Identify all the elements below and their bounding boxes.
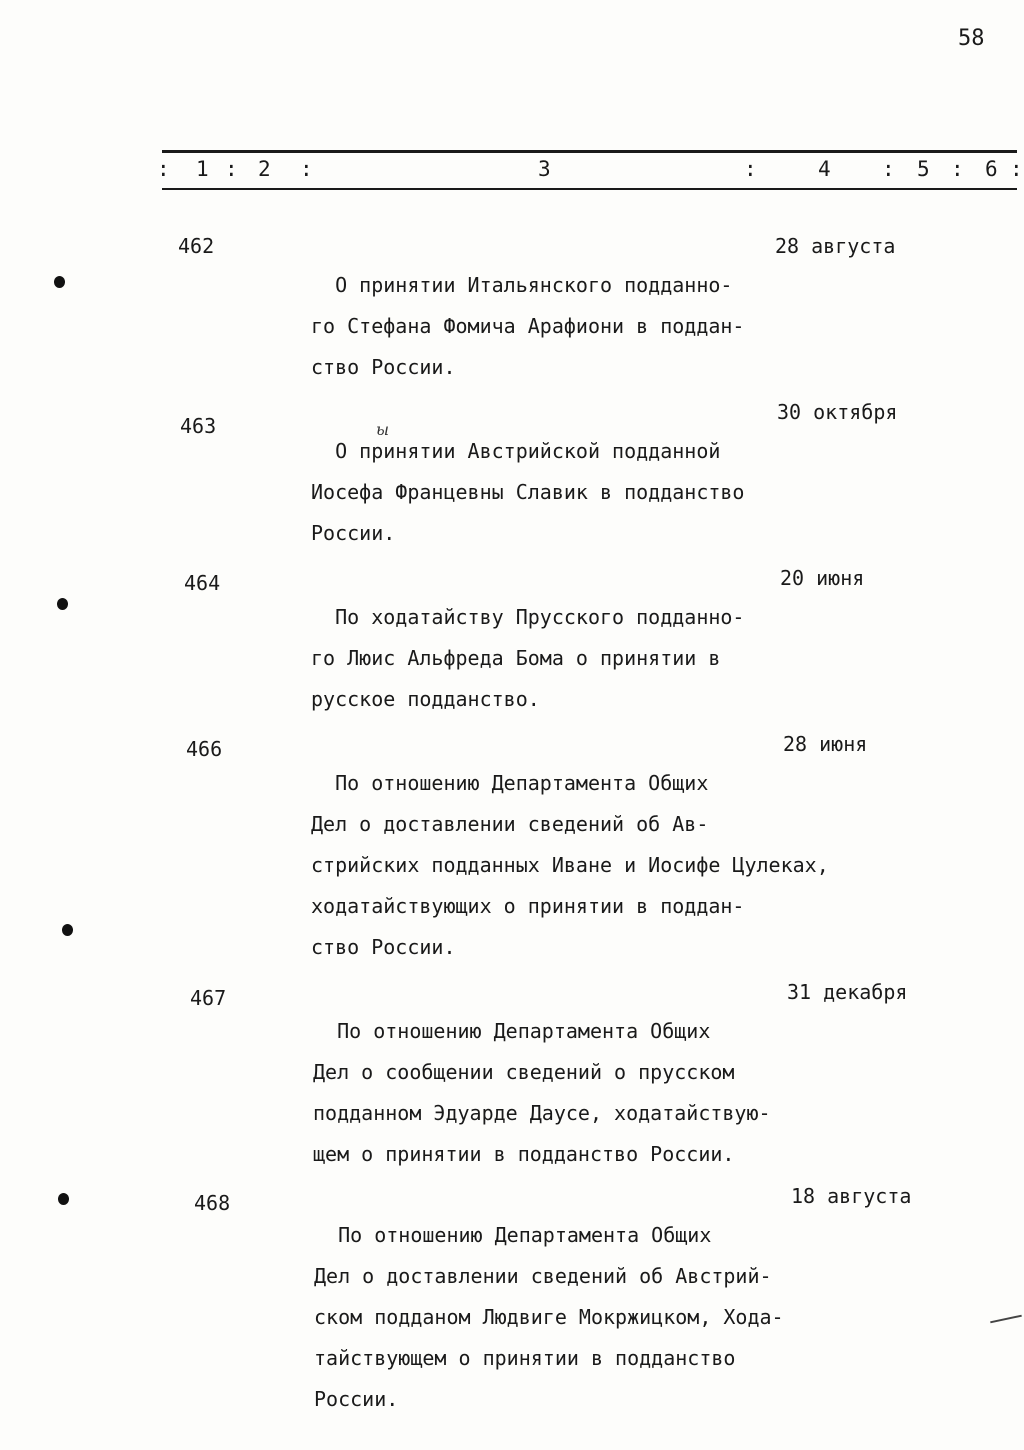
entry-line: О принятии Итальянского подданно- [311,273,733,297]
header-rule-top [162,150,1017,153]
column-separator: : [951,157,964,181]
entry-description [311,224,744,388]
entry-line: Дел о доставлении сведений об Ав- [311,812,709,836]
column-header-3: 3 [538,157,551,181]
entry-line: ском подданом Людвиге Мокржицком, Хода- [314,1305,784,1329]
entry-line: подданном Эдуарде Даусе, ходатайствую- [313,1101,771,1125]
entry-line: тайствующем о принятии в подданство [314,1346,736,1370]
column-separator: : [1010,157,1023,181]
entry-description [311,722,829,968]
entry-date: 18 августа [791,1184,912,1208]
entry-date: 30 октября [777,400,898,424]
page-number: 58 [958,26,985,51]
margin-pencil-mark [990,1315,1022,1324]
entry-line: ство России. [311,355,456,379]
entry-line: О принятии Австрийской подданной [311,439,721,463]
entry-description [314,1174,784,1420]
column-header-2: 2 [258,157,271,181]
entry-line: По отношению Департамента Общих [311,771,709,795]
entry-line: го Стефана Фомича Арафиони в поддан- [311,314,745,338]
column-separator: : [882,157,895,181]
column-separator: : [744,157,757,181]
punch-hole-mark [62,924,73,936]
entry-line: Иосефа Францевны Славик в подданство [311,480,745,504]
entry-line: ходатайствующих о принятии в поддан- [311,894,745,918]
entry-line: стрийских подданных Иване и Иосифе Цулеках, [311,853,829,877]
entry-line: ство России. [311,935,456,959]
entry-number: 466 [186,737,223,761]
column-separator: : [300,157,313,181]
column-header-6: 6 [985,157,998,181]
column-header-4: 4 [818,157,831,181]
entry-number: 468 [194,1191,231,1215]
entry-description [311,556,744,720]
column-header-row [0,157,1024,187]
column-separator: : [225,157,238,181]
entry-line: го Люис Альфреда Бома о принятии в [311,646,721,670]
column-header-1: 1 [196,157,209,181]
column-separator: : [157,157,170,181]
entry-line: России. [314,1387,399,1411]
punch-hole-mark [58,1193,69,1205]
entry-description [311,390,744,554]
entry-number: 462 [178,234,215,258]
entry-line: русское подданство. [311,687,540,711]
entry-line: Дел о сообщении сведений о прусском [313,1060,735,1084]
entry-description [313,970,771,1175]
entry-number: 463 [180,414,217,438]
entry-date: 28 августа [775,234,896,258]
entry-line: По отношению Департамента Общих [314,1223,712,1247]
entry-date: 31 декабря [787,980,908,1004]
punch-hole-mark [57,598,68,610]
punch-hole-mark [54,276,65,288]
entry-number: 467 [190,986,227,1010]
entry-line: Дел о доставлении сведений об Австрий- [314,1264,772,1288]
handwritten-correction: ы [376,420,390,439]
entry-line: России. [311,521,396,545]
entry-line: щем о принятии в подданство России. [313,1142,735,1166]
entry-line: По ходатайству Прусского подданно- [311,605,745,629]
entry-date: 20 июня [780,566,865,590]
header-rule-bottom [162,188,1017,190]
column-header-5: 5 [917,157,930,181]
entry-number: 464 [184,571,221,595]
entry-date: 28 июня [783,732,868,756]
entry-line: По отношению Департамента Общих [313,1019,711,1043]
